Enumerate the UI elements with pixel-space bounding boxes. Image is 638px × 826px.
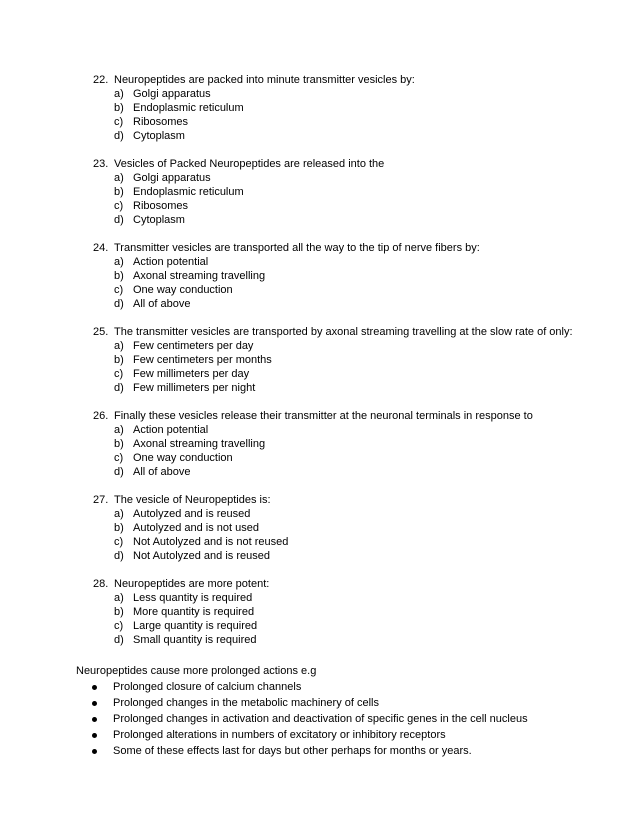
option-text: One way conduction — [133, 452, 233, 464]
question-number: 27. — [93, 494, 109, 506]
option-b — [0, 269, 638, 283]
bullet-text: Prolonged closure of calcium channels — [113, 681, 302, 693]
option-text: Endoplasmic reticulum — [133, 102, 244, 114]
option-d — [0, 381, 638, 395]
option-label: d) — [114, 382, 124, 394]
bullet-item — [76, 744, 616, 758]
question-number: 24. — [93, 242, 109, 254]
option-a — [0, 507, 638, 521]
bullet-item — [76, 696, 616, 710]
option-label: d) — [114, 130, 124, 142]
question-line — [0, 577, 638, 591]
option-b — [0, 353, 638, 367]
option-c — [0, 619, 638, 633]
option-label: a) — [114, 172, 124, 184]
option-label: c) — [114, 368, 124, 380]
bullet-dot-icon — [92, 749, 97, 754]
option-label: d) — [114, 466, 124, 478]
option-d — [0, 633, 638, 647]
note-title: Neuropeptides cause more prolonged actions e.g — [76, 665, 317, 677]
question-line — [0, 241, 638, 255]
question-22 — [0, 73, 638, 143]
option-label: a) — [114, 424, 124, 436]
option-a — [0, 423, 638, 437]
question-number: 28. — [93, 578, 109, 590]
option-text: Autolyzed and is reused — [133, 508, 251, 520]
question-number: 23. — [93, 158, 109, 170]
question-line — [0, 325, 638, 339]
option-text: Golgi apparatus — [133, 172, 211, 184]
option-label: b) — [114, 354, 124, 366]
option-text: Few millimeters per night — [133, 382, 256, 394]
option-text: All of above — [133, 466, 191, 478]
question-text: Neuropeptides are packed into minute transmitter vesicles by: — [114, 74, 415, 86]
option-label: b) — [114, 270, 124, 282]
option-label: b) — [114, 438, 124, 450]
option-label: b) — [114, 186, 124, 198]
option-text: More quantity is required — [133, 606, 255, 618]
option-label: b) — [114, 522, 124, 534]
question-text: The vesicle of Neuropeptides is: — [114, 494, 271, 506]
bullet-dot-icon — [92, 685, 97, 690]
option-text: Autolyzed and is not used — [133, 522, 259, 534]
option-c — [0, 199, 638, 213]
option-c — [0, 283, 638, 297]
option-label: c) — [114, 284, 124, 296]
bullet-dot-icon — [92, 701, 97, 706]
question-24 — [0, 241, 638, 311]
option-label: c) — [114, 116, 124, 128]
option-b — [0, 101, 638, 115]
option-label: a) — [114, 592, 124, 604]
option-label: c) — [114, 452, 124, 464]
option-text: Axonal streaming travelling — [133, 438, 266, 450]
option-b — [0, 605, 638, 619]
bullet-text: Prolonged alterations in numbers of excitatory or inhibitory receptors — [113, 729, 446, 741]
option-text: Ribosomes — [133, 116, 189, 128]
option-label: d) — [114, 298, 124, 310]
option-label: b) — [114, 102, 124, 114]
option-text: Golgi apparatus — [133, 88, 211, 100]
question-number: 25. — [93, 326, 109, 338]
option-b — [0, 185, 638, 199]
question-number: 26. — [93, 410, 109, 422]
option-text: Cytoplasm — [133, 130, 185, 142]
option-c — [0, 367, 638, 381]
option-d — [0, 213, 638, 227]
bullet-dot-icon — [92, 733, 97, 738]
option-label: a) — [114, 340, 124, 352]
option-label: a) — [114, 508, 124, 520]
option-text: Small quantity is required — [133, 634, 257, 646]
question-26 — [0, 409, 638, 479]
option-label: d) — [114, 634, 124, 646]
question-number: 22. — [93, 74, 109, 86]
option-text: Less quantity is required — [133, 592, 253, 604]
option-label: c) — [114, 620, 124, 632]
option-text: Few centimeters per day — [133, 340, 254, 352]
option-label: d) — [114, 214, 124, 226]
option-d — [0, 549, 638, 563]
option-label: c) — [114, 536, 124, 548]
bullet-item — [76, 712, 616, 726]
question-line — [0, 157, 638, 171]
option-text: All of above — [133, 298, 191, 310]
bullet-dot-icon — [92, 717, 97, 722]
bullet-text: Some of these effects last for days but other perhaps for months or years. — [113, 745, 472, 757]
question-line — [0, 409, 638, 423]
option-a — [0, 171, 638, 185]
option-b — [0, 437, 638, 451]
option-a — [0, 87, 638, 101]
option-a — [0, 591, 638, 605]
option-label: b) — [114, 606, 124, 618]
option-b — [0, 521, 638, 535]
option-text: Cytoplasm — [133, 214, 185, 226]
question-line — [0, 493, 638, 507]
question-28 — [0, 577, 638, 647]
option-a — [0, 339, 638, 353]
option-text: Action potential — [133, 256, 209, 268]
option-text: Action potential — [133, 424, 209, 436]
option-label: c) — [114, 200, 124, 212]
bullet-text: Prolonged changes in activation and deactivation of specific genes in the cell nucleus — [113, 713, 528, 725]
question-line — [0, 73, 638, 87]
option-text: Endoplasmic reticulum — [133, 186, 244, 198]
option-text: One way conduction — [133, 284, 233, 296]
bullet-item — [76, 728, 616, 742]
question-27 — [0, 493, 638, 563]
option-text: Large quantity is required — [133, 620, 258, 632]
option-c — [0, 451, 638, 465]
bullet-item — [76, 680, 616, 694]
option-c — [0, 535, 638, 549]
question-text: Vesicles of Packed Neuropeptides are released into the — [114, 158, 385, 170]
bullet-text: Prolonged changes in the metabolic machinery of cells — [113, 697, 379, 709]
option-text: Few millimeters per day — [133, 368, 250, 380]
question-23 — [0, 157, 638, 227]
question-text: The transmitter vesicles are transported by axonal streaming travelling at the slow rate of only: — [114, 326, 573, 338]
option-text: Ribosomes — [133, 200, 189, 212]
option-text: Not Autolyzed and is reused — [133, 550, 270, 562]
option-d — [0, 465, 638, 479]
option-d — [0, 129, 638, 143]
question-25 — [0, 325, 638, 395]
question-text: Neuropeptides are more potent: — [114, 578, 270, 590]
option-label: a) — [114, 88, 124, 100]
option-a — [0, 255, 638, 269]
question-text: Transmitter vesicles are transported all the way to the tip of nerve fibers by: — [114, 242, 480, 254]
option-label: a) — [114, 256, 124, 268]
question-text: Finally these vesicles release their transmitter at the neuronal terminals in response to — [114, 410, 533, 422]
option-text: Axonal streaming travelling — [133, 270, 266, 282]
option-d — [0, 297, 638, 311]
option-text: Few centimeters per months — [133, 354, 272, 366]
question-list — [0, 73, 638, 661]
option-label: d) — [114, 550, 124, 562]
neuropeptide-effects-note — [76, 664, 616, 758]
option-c — [0, 115, 638, 129]
option-text: Not Autolyzed and is not reused — [133, 536, 289, 548]
